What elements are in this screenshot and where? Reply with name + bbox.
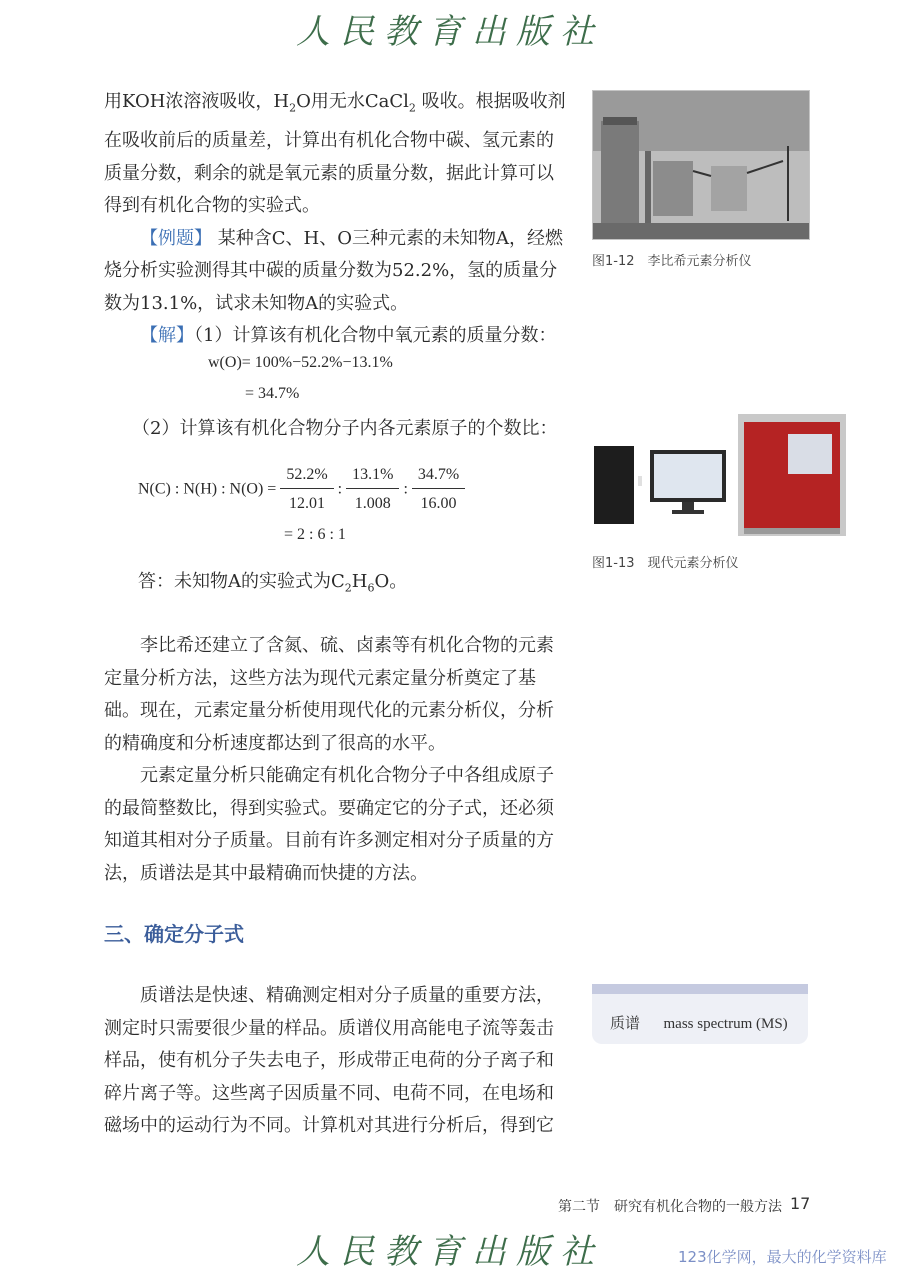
example-label: 【例题】 bbox=[140, 227, 212, 249]
main-column bbox=[104, 86, 566, 353]
fraction-carbon: $\frac{52.2\%}{12.01}$ bbox=[280, 466, 333, 513]
fraction-oxygen: $\frac{34.7\%}{16.00}$ bbox=[412, 466, 465, 513]
term-box bbox=[592, 984, 808, 1044]
equation-oxygen-line1: w(O)= 100%−52.2%−13.1% bbox=[208, 354, 393, 371]
publisher-logo: 人民教育出版社 bbox=[296, 12, 604, 52]
equation-oxygen-line2: = 34.7% bbox=[245, 385, 300, 402]
paragraph-absorption: 用KOH浓溶液吸收，$H_2O$用无水CaCl$_2$ 吸收。根据吸收剂在吸收前后的质量差，计算出有机化合物中碳、氢元素的质量分数，剩余的就是氧元素的质量分数，据此计算可以得到有机化合物的实验式。 bbox=[104, 91, 566, 217]
paragraph-mass-spec: 质谱法是快速、精确测定相对分子质量的重要方法，测定时只需要很少量的样品。质谱仪用高能电子流等轰击样品，使有机分子失去电子，形成带正电荷的分子离子和碎片离子等。这些离子因质量不同、电荷不同，在电场和磁场中的运动行为不同。计算机对其进行分析后，得到它 bbox=[104, 985, 554, 1136]
solution-label: 【解】 bbox=[140, 325, 194, 347]
ratio-lhs: N(C) : N(H) : N(O) = bbox=[138, 480, 277, 498]
solution-step2: （2）计算该有机化合物分子内各元素原子的个数比： bbox=[132, 418, 558, 439]
bottom-publisher-logo: 人民教育出版社 bbox=[296, 1232, 604, 1272]
liebig-apparatus-illustration bbox=[593, 91, 809, 239]
footer-section-label: 第二节 研究有机化合物的一般方法 bbox=[558, 1199, 782, 1215]
main-column-2 bbox=[104, 630, 566, 890]
paragraph-example: 【例题】 某种含C、H、O三种元素的未知物A，经燃烧分析实验测得其中碳的质量分数为52.2%，氢的质量分数为13.1%，试求未知物A的实验式。 bbox=[104, 227, 563, 314]
paragraph-empirical: 元素定量分析只能确定有机化合物分子中各组成原子的最简整数比，得到实验式。要确定它的分子式，还必须知道其相对分子质量。目前有许多测定相对分子质量的方法，质谱法是其中最精确而快捷的方法。 bbox=[104, 765, 554, 884]
figure-caption-1-12: 图1-12 李比希元素分析仪 bbox=[592, 254, 752, 269]
fraction-hydrogen: $\frac{13.1\%}{1.008}$ bbox=[346, 466, 399, 513]
page-number: 17 bbox=[790, 1194, 811, 1213]
paragraph-liebig: 李比希还建立了含氮、硫、卤素等有机化合物的元素定量分析方法，这些方法为现代元素定量分析奠定了基础。现在，元素定量分析使用现代化的元素分析仪，分析的精确度和分析速度都达到了很高的水平。 bbox=[104, 635, 554, 754]
section-title: 三、确定分子式 bbox=[104, 922, 244, 946]
modern-analyzer-illustration bbox=[592, 410, 848, 540]
term-english: mass spectrum (MS) bbox=[663, 1016, 788, 1032]
paragraph-solution-step1: 【解】（1）计算该有机化合物中氧元素的质量分数： bbox=[140, 325, 557, 347]
figure-modern-analyzer bbox=[592, 410, 848, 540]
site-watermark: 123化学网，最大的化学资料库 bbox=[678, 1248, 887, 1266]
ratio-result: = 2 : 6 : 1 bbox=[284, 526, 346, 543]
figure-caption-1-13: 图1-13 现代元素分析仪 bbox=[592, 556, 739, 571]
term-chinese: 质谱 bbox=[610, 1016, 641, 1032]
main-column-3 bbox=[104, 980, 566, 1143]
answer: 答：未知物A的实验式为$C_2H_6O$。 bbox=[138, 571, 408, 595]
equation-ratio: N(C) : N(H) : N(O) = $\frac{52.2\%}{12.01}$ : $\frac{13.1\%}{1.008}$ : $\frac{34.7\%}{16.00}$ bbox=[138, 466, 465, 513]
figure-liebig-apparatus bbox=[592, 90, 810, 240]
